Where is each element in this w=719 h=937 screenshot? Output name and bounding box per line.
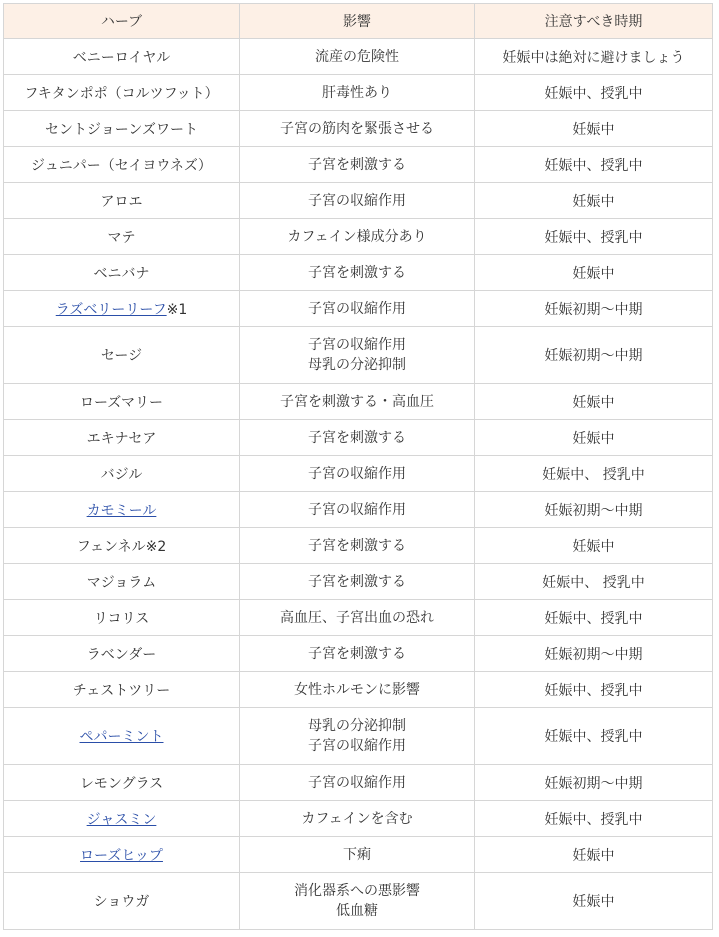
effect-cell bbox=[240, 672, 475, 708]
effect-text: カフェイン様成分あり bbox=[287, 228, 427, 245]
effect-cell bbox=[240, 147, 475, 183]
effect-text: 子宮の収縮作用 bbox=[308, 501, 406, 518]
effect-text: 子宮の収縮作用 bbox=[308, 774, 406, 791]
effect-text: 母乳の分泌抑制 bbox=[308, 357, 406, 373]
period-cell: 妊娠中 bbox=[475, 873, 713, 930]
effect-cell bbox=[240, 255, 475, 291]
table-row bbox=[4, 75, 713, 111]
table-row bbox=[4, 291, 713, 327]
table-header bbox=[4, 4, 713, 39]
period-cell: 妊娠初期～中期 bbox=[475, 636, 713, 672]
header-effect: 影響 bbox=[240, 4, 475, 39]
table-row bbox=[4, 219, 713, 255]
period-cell: 妊娠中、授乳中 bbox=[475, 600, 713, 636]
table-row bbox=[4, 420, 713, 456]
effect-cell bbox=[240, 456, 475, 492]
herb-cell bbox=[4, 75, 240, 111]
herb-link[interactable]: ラズベリーリーフ bbox=[55, 301, 167, 318]
effect-cell bbox=[240, 219, 475, 255]
effect-text: 子宮の筋肉を緊張させる bbox=[280, 120, 434, 137]
herb-cell bbox=[4, 255, 240, 291]
effect-cell bbox=[240, 183, 475, 219]
effect-cell bbox=[240, 39, 475, 75]
effect-cell bbox=[240, 291, 475, 327]
herb-link[interactable]: カモミール bbox=[86, 502, 157, 519]
table-row bbox=[4, 672, 713, 708]
effect-cell bbox=[240, 636, 475, 672]
effect-text: 子宮を刺激する bbox=[308, 429, 406, 446]
herb-cell bbox=[4, 456, 240, 492]
effect-text: 子宮を刺激する bbox=[308, 537, 406, 554]
effect-cell bbox=[240, 564, 475, 600]
herb-name: ラベンダー bbox=[86, 646, 157, 663]
period-cell: 妊娠中、授乳中 bbox=[475, 147, 713, 183]
effect-text: 女性ホルモンに影響 bbox=[294, 681, 420, 698]
period-cell: 妊娠中 bbox=[475, 420, 713, 456]
period-cell: 妊娠中 bbox=[475, 837, 713, 873]
herb-name: ベニーロイヤル bbox=[72, 49, 171, 66]
effect-text: 低血糖 bbox=[336, 903, 378, 919]
effect-cell bbox=[240, 384, 475, 420]
period-cell: 妊娠中 bbox=[475, 183, 713, 219]
herb-cell bbox=[4, 384, 240, 420]
period-cell: 妊娠中、 授乳中 bbox=[475, 456, 713, 492]
table-row bbox=[4, 801, 713, 837]
herb-name: セージ bbox=[100, 348, 143, 364]
herb-name: レモングラス bbox=[79, 775, 164, 792]
effect-text: 子宮の収縮作用 bbox=[308, 337, 406, 353]
effect-cell bbox=[240, 75, 475, 111]
effect-text: 流産の危険性 bbox=[315, 48, 399, 65]
effect-cell bbox=[240, 837, 475, 873]
header-row bbox=[4, 4, 713, 39]
herb-name: エキナセア bbox=[86, 430, 157, 447]
effect-text: 子宮の収縮作用 bbox=[308, 738, 406, 754]
herb-cell bbox=[4, 528, 240, 564]
table-row bbox=[4, 183, 713, 219]
period-cell: 妊娠中 bbox=[475, 255, 713, 291]
effect-text: 子宮を刺激する bbox=[308, 156, 406, 173]
herb-cell bbox=[4, 564, 240, 600]
herb-cell bbox=[4, 183, 240, 219]
herb-cell bbox=[4, 492, 240, 528]
effect-text: 子宮の収縮作用 bbox=[308, 192, 406, 209]
period-cell: 妊娠中、授乳中 bbox=[475, 75, 713, 111]
herb-cell bbox=[4, 708, 240, 765]
herb-name: チェストツリー bbox=[72, 682, 171, 699]
effect-text: 子宮の収縮作用 bbox=[308, 300, 406, 317]
table-row bbox=[4, 39, 713, 75]
period-cell: 妊娠初期～中期 bbox=[475, 291, 713, 327]
effect-text: 母乳の分泌抑制 bbox=[308, 718, 406, 734]
herb-cell bbox=[4, 291, 240, 327]
herb-cell bbox=[4, 327, 240, 384]
effect-text: 消化器系への悪影響 bbox=[294, 883, 420, 899]
table-row bbox=[4, 255, 713, 291]
period-cell: 妊娠中 bbox=[475, 384, 713, 420]
herb-name: セントジョーンズワート bbox=[44, 121, 199, 138]
table-row bbox=[4, 636, 713, 672]
herb-caution-table bbox=[3, 3, 713, 930]
herb-name: ショウガ bbox=[93, 894, 150, 910]
effect-cell bbox=[240, 765, 475, 801]
herb-cell bbox=[4, 873, 240, 930]
herb-cell bbox=[4, 219, 240, 255]
effect-cell bbox=[240, 873, 475, 930]
period-cell: 妊娠中は絶対に避けましょう bbox=[475, 39, 713, 75]
effect-cell bbox=[240, 600, 475, 636]
herb-name: マジョラム bbox=[86, 574, 157, 591]
period-cell: 妊娠中、授乳中 bbox=[475, 219, 713, 255]
herb-name: バジル bbox=[100, 466, 143, 483]
herb-name: マテ bbox=[107, 229, 136, 246]
herb-name: アロエ bbox=[100, 193, 143, 210]
herb-link[interactable]: ジャスミン bbox=[86, 811, 157, 828]
table-row bbox=[4, 708, 713, 765]
table-row bbox=[4, 327, 713, 384]
effect-cell bbox=[240, 801, 475, 837]
effect-text: カフェインを含む bbox=[301, 810, 413, 827]
period-cell: 妊娠初期～中期 bbox=[475, 765, 713, 801]
table-row bbox=[4, 492, 713, 528]
table-row bbox=[4, 564, 713, 600]
effect-cell bbox=[240, 528, 475, 564]
herb-cell bbox=[4, 636, 240, 672]
period-cell: 妊娠中、授乳中 bbox=[475, 672, 713, 708]
footnote-mark: ※1 bbox=[166, 301, 188, 318]
herb-name: フキタンポポ（コルツフット） bbox=[24, 85, 219, 102]
effect-text: 肝毒性あり bbox=[322, 84, 392, 101]
herb-cell bbox=[4, 600, 240, 636]
herb-name: リコリス bbox=[93, 610, 150, 627]
period-cell: 妊娠中、授乳中 bbox=[475, 708, 713, 765]
header-period: 注意すべき時期 bbox=[475, 4, 713, 39]
effect-text: 子宮を刺激する・高血圧 bbox=[280, 393, 434, 410]
table-row bbox=[4, 837, 713, 873]
effect-text: 高血圧、子宮出血の恐れ bbox=[280, 609, 434, 626]
herb-name: フェンネル※2 bbox=[76, 538, 167, 555]
period-cell: 妊娠中 bbox=[475, 528, 713, 564]
effect-cell bbox=[240, 420, 475, 456]
herb-cell bbox=[4, 111, 240, 147]
table-row bbox=[4, 111, 713, 147]
herb-name: ローズマリー bbox=[79, 394, 164, 411]
effect-cell bbox=[240, 111, 475, 147]
period-cell: 妊娠中 bbox=[475, 111, 713, 147]
herb-cell bbox=[4, 801, 240, 837]
header-herb: ハーブ bbox=[4, 4, 240, 39]
effect-cell bbox=[240, 327, 475, 384]
herb-cell bbox=[4, 672, 240, 708]
herb-link[interactable]: ローズヒップ bbox=[80, 847, 163, 864]
herb-cell bbox=[4, 765, 240, 801]
effect-text: 子宮を刺激する bbox=[308, 573, 406, 590]
table-row bbox=[4, 600, 713, 636]
table-row bbox=[4, 765, 713, 801]
table-row bbox=[4, 873, 713, 930]
herb-cell bbox=[4, 39, 240, 75]
herb-cell bbox=[4, 420, 240, 456]
herb-link[interactable]: ペパーミント bbox=[79, 729, 164, 745]
table-row bbox=[4, 147, 713, 183]
effect-cell bbox=[240, 708, 475, 765]
herb-cell bbox=[4, 147, 240, 183]
period-cell: 妊娠中、 授乳中 bbox=[475, 564, 713, 600]
table-row bbox=[4, 384, 713, 420]
table-row bbox=[4, 528, 713, 564]
period-cell: 妊娠初期～中期 bbox=[475, 327, 713, 384]
table-body bbox=[4, 39, 713, 930]
effect-text: 子宮を刺激する bbox=[308, 264, 406, 281]
herb-cell bbox=[4, 837, 240, 873]
herb-name: ベニバナ bbox=[93, 265, 150, 282]
period-cell: 妊娠中、授乳中 bbox=[475, 801, 713, 837]
table-row bbox=[4, 456, 713, 492]
effect-text: 子宮を刺激する bbox=[308, 645, 406, 662]
effect-text: 子宮の収縮作用 bbox=[308, 465, 406, 482]
herb-name: ジュニパー（セイヨウネズ） bbox=[31, 157, 212, 174]
period-cell: 妊娠初期～中期 bbox=[475, 492, 713, 528]
effect-cell bbox=[240, 492, 475, 528]
effect-text: 下痢 bbox=[343, 846, 371, 863]
